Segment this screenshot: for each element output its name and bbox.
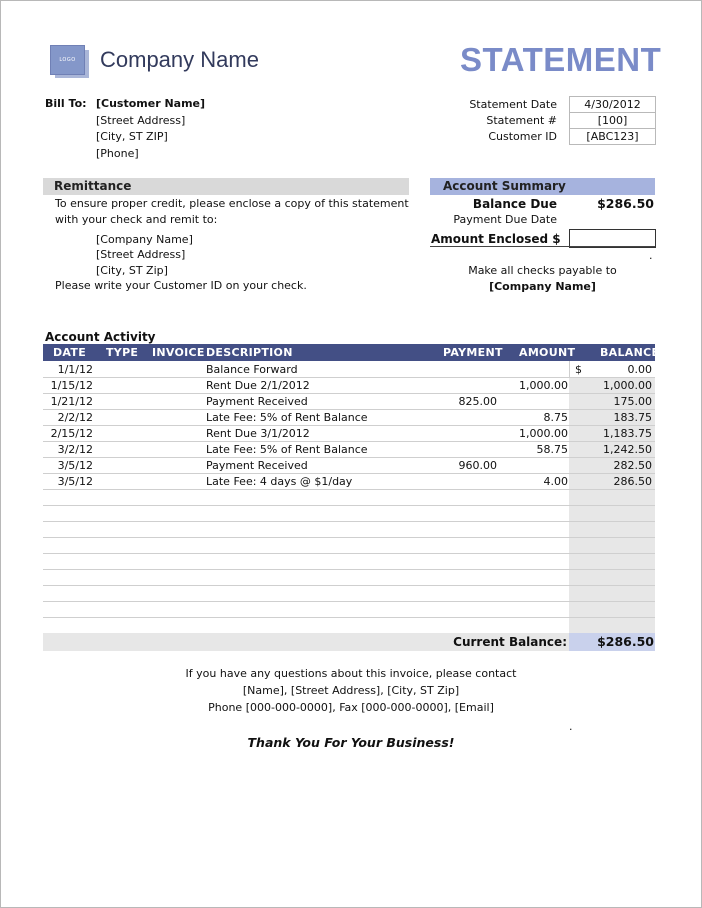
cell-date: 1/15/12 — [50, 379, 93, 392]
remittance-header — [43, 178, 409, 195]
remit-company: [Company Name] — [96, 233, 193, 246]
balance-due-value: $286.50 — [597, 196, 654, 211]
col-amount: AMOUNT — [519, 346, 576, 359]
col-payment: PAYMENT — [443, 346, 503, 359]
remittance-heading: Remittance — [54, 179, 132, 193]
cell-date: 2/2/12 — [57, 411, 93, 424]
summary-dot: . — [649, 249, 653, 262]
cell-payment: 825.00 — [458, 395, 497, 408]
row-separator — [43, 441, 655, 442]
customer-id-field[interactable]: [ABC123] — [569, 128, 656, 145]
cell-balance: 286.50 — [613, 475, 652, 488]
cell-description: Late Fee: 5% of Rent Balance — [206, 443, 368, 456]
cell-date: 3/5/12 — [57, 475, 93, 488]
customer-id-label: Customer ID — [488, 130, 557, 143]
statement-number-label: Statement # — [486, 114, 557, 127]
row-separator — [43, 473, 655, 474]
customer-phone: [Phone] — [96, 147, 139, 160]
cell-balance: 1,183.75 — [603, 427, 652, 440]
cell-balance: 183.75 — [613, 411, 652, 424]
cell-amount: 58.75 — [536, 443, 568, 456]
cell-date: 3/5/12 — [57, 459, 93, 472]
row-separator — [43, 569, 655, 570]
cell-description: Late Fee: 4 days @ $1/day — [206, 475, 353, 488]
row-separator — [43, 457, 655, 458]
cell-description: Payment Received — [206, 395, 308, 408]
cell-balance: 1,000.00 — [603, 379, 652, 392]
cell-amount: 4.00 — [543, 475, 568, 488]
row-separator — [43, 521, 655, 522]
cell-description: Balance Forward — [206, 363, 298, 376]
account-activity-title: Account Activity — [45, 330, 156, 344]
cell-balance: 0.00 — [627, 363, 652, 376]
customer-street: [Street Address] — [96, 114, 186, 127]
row-separator — [43, 409, 655, 410]
amount-enclosed-underline — [430, 246, 655, 247]
activity-table-header — [43, 344, 660, 361]
remit-city: [City, ST Zip] — [96, 264, 168, 277]
cell-amount: 1,000.00 — [519, 379, 568, 392]
cell-balance: 175.00 — [613, 395, 652, 408]
payable-company: [Company Name] — [489, 280, 596, 293]
currency-symbol: $ — [575, 363, 582, 376]
cell-description: Rent Due 3/1/2012 — [206, 427, 310, 440]
cell-date: 2/15/12 — [50, 427, 93, 440]
amount-enclosed-label: Amount Enclosed $ — [431, 232, 561, 246]
cell-description: Payment Received — [206, 459, 308, 472]
balance-due-label: Balance Due — [472, 197, 557, 211]
cell-balance: 282.50 — [613, 459, 652, 472]
row-separator — [43, 489, 655, 490]
row-separator — [43, 425, 655, 426]
footer-contact-line-1: If you have any questions about this invoice, please contact — [185, 667, 517, 680]
row-separator — [43, 505, 655, 506]
cell-date: 1/1/12 — [57, 363, 93, 376]
payment-due-date-label: Payment Due Date — [453, 213, 557, 226]
col-balance: BALANCE — [600, 346, 660, 359]
row-separator — [43, 601, 655, 602]
account-summary-heading: Account Summary — [443, 179, 566, 193]
payable-line: Make all checks payable to — [468, 264, 617, 277]
customer-name: [Customer Name] — [96, 97, 206, 110]
logo: LOGO — [50, 45, 85, 75]
cell-amount: 8.75 — [543, 411, 568, 424]
remit-street: [Street Address] — [96, 248, 186, 261]
cell-amount: 1,000.00 — [519, 427, 568, 440]
cell-description: Rent Due 2/1/2012 — [206, 379, 310, 392]
remittance-line-1: To ensure proper credit, please enclose a copy of this statement — [55, 197, 409, 210]
cell-date: 3/2/12 — [57, 443, 93, 456]
cell-balance: 1,242.50 — [603, 443, 652, 456]
remittance-line-2: with your check and remit to: — [55, 213, 218, 226]
page-title: STATEMENT — [460, 41, 662, 78]
thank-you-message: Thank You For Your Business! — [247, 735, 455, 750]
statement-date-field[interactable]: 4/30/2012 — [569, 96, 656, 113]
cell-date: 1/21/12 — [50, 395, 93, 408]
bill-to-label: Bill To: — [45, 97, 87, 110]
row-separator — [43, 617, 655, 618]
account-summary-header — [430, 178, 655, 195]
current-balance-label: Current Balance: — [453, 635, 567, 649]
row-separator — [43, 393, 655, 394]
statement-date-label: Statement Date — [469, 98, 557, 111]
company-name: Company Name — [100, 47, 259, 72]
customer-city: [City, ST ZIP] — [96, 130, 168, 143]
footer-dot: . — [569, 720, 573, 733]
row-separator — [43, 377, 655, 378]
row-separator — [43, 537, 655, 538]
current-balance-value: $286.50 — [597, 634, 654, 649]
statement-number-field[interactable]: [100] — [569, 112, 656, 129]
footer-contact-line-2: [Name], [Street Address], [City, ST Zip] — [242, 684, 460, 697]
cell-payment: 960.00 — [458, 459, 497, 472]
col-date: DATE — [53, 346, 87, 359]
cell-description: Late Fee: 5% of Rent Balance — [206, 411, 368, 424]
col-invoice: INVOICE — [152, 346, 205, 359]
remittance-note: Please write your Customer ID on your check. — [55, 279, 307, 292]
col-type: TYPE — [106, 346, 139, 359]
footer-contact-line-3: Phone [000-000-0000], Fax [000-000-0000], [Email] — [208, 701, 494, 714]
row-separator — [43, 553, 655, 554]
col-description: DESCRIPTION — [206, 346, 293, 359]
row-separator — [43, 585, 655, 586]
